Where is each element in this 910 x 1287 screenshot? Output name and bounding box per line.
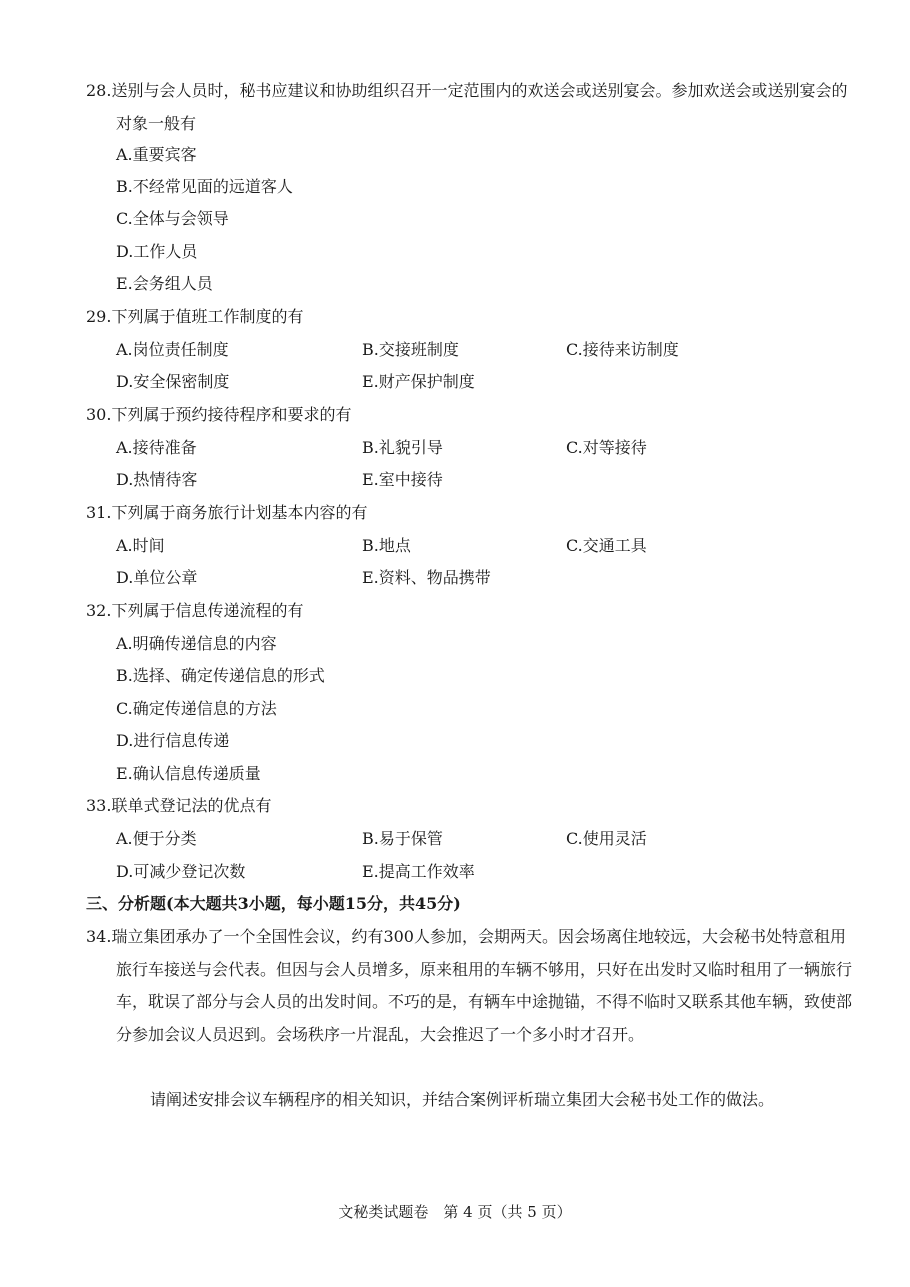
q33-option-b: B.易于保管 [362,829,443,848]
q31-option-d: D.单位公章 [116,568,198,587]
page-footer: 文秘类试题卷 第 4 页（共 5 页） [338,1203,572,1221]
question-32-stem: 32.下列属于信息传递流程的有 [86,601,304,620]
question-29-stem: 29.下列属于值班工作制度的有 [86,307,304,326]
q28-option-e: E.会务组人员 [116,274,213,293]
q28-option-a: A.重要宾客 [116,145,197,164]
section-heading: 三、分析题(本大题共3小题，每小题15分，共45分) [86,894,461,913]
q30-option-d: D.热情待客 [116,470,198,489]
q32-option-c: C.确定传递信息的方法 [116,699,277,718]
q31-option-b: B.地点 [362,536,411,555]
q32-option-d: D.进行信息传递 [116,731,230,750]
q32-option-e: E.确认信息传递质量 [116,764,261,783]
q31-option-c: C.交通工具 [566,536,647,555]
q33-option-a: A.便于分类 [116,829,197,848]
q29-option-a: A.岗位责任制度 [116,340,229,359]
q30-option-e: E.室中接待 [362,470,443,489]
q28-option-c: C.全体与会领导 [116,209,229,228]
q32-option-a: A.明确传递信息的内容 [116,634,277,653]
question-31-stem: 31.下列属于商务旅行计划基本内容的有 [86,503,368,522]
question-30-stem: 30.下列属于预约接待程序和要求的有 [86,405,352,424]
q33-option-d: D.可减少登记次数 [116,862,246,881]
q32-option-b: B.选择、确定传递信息的形式 [116,666,325,685]
q29-option-c: C.接待来访制度 [566,340,679,359]
question-28-stem: 28.送别与会人员时，秘书应建议和协助组织召开一定范围内的欢送会或送别宴会。参加欢送会或送别宴会的对象一般有 [86,81,848,133]
q28-option-b: B.不经常见面的远道客人 [116,177,293,196]
q31-option-e: E.资料、物品携带 [362,568,491,587]
q29-option-d: D.安全保密制度 [116,372,230,391]
question-33-stem: 33.联单式登记法的优点有 [86,796,272,815]
question-34-case: 34.瑞立集团承办了一个全国性会议，约有300人参加，会期两天。因会场离住地较远，大会秘书处特意租用旅行车接送与会代表。但因与会人员增多，原来租用的车辆不够用，只好在出发时又临时租用了一辆旅行车，耽误了部分与会人员的出发时间。不巧的是，有辆车中途抛锚，不得不临时又联系其他车辆，致使部分参加会议人员迟到。会场秩序一片混乱，大会推迟了一个多小时才召开。 [86,927,853,1044]
q30-option-b: B.礼貌引导 [362,438,443,457]
q29-option-e: E.财产保护制度 [362,372,475,391]
q33-option-e: E.提高工作效率 [362,862,475,881]
q29-option-b: B.交接班制度 [362,340,459,359]
q30-option-a: A.接待准备 [116,438,197,457]
q30-option-c: C.对等接待 [566,438,647,457]
q31-option-a: A.时间 [116,536,165,555]
question-34-prompt: 请阐述安排会议车辆程序的相关知识，并结合案例评析瑞立集团大会秘书处工作的做法。 [150,1090,775,1109]
q28-option-d: D.工作人员 [116,242,198,261]
q33-option-c: C.使用灵活 [566,829,647,848]
